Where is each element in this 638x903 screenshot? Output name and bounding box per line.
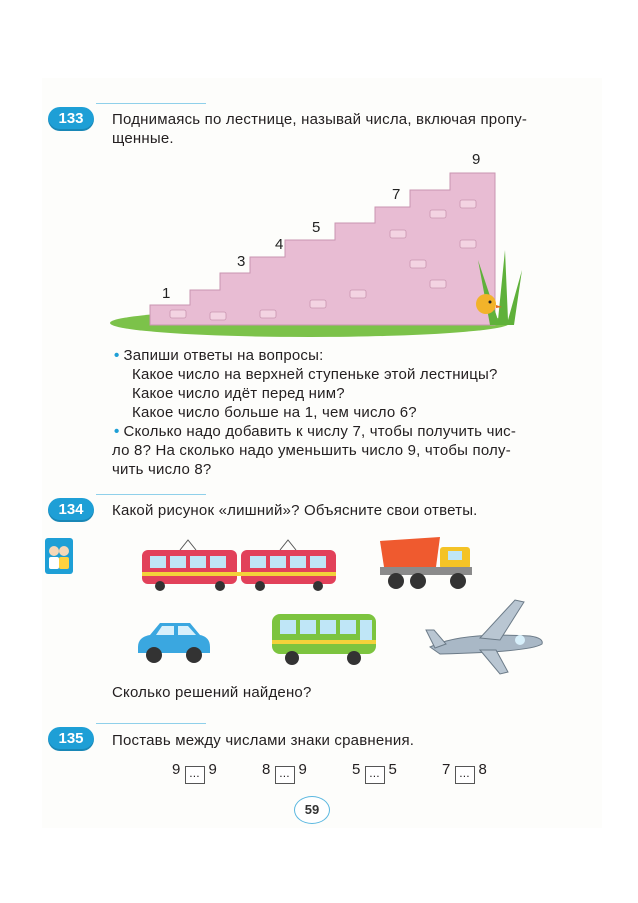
task-text: Какой рисунок «лишний»? Объясните свои ответы. [112, 502, 478, 519]
pair-work-icon [44, 537, 74, 575]
answer-box[interactable]: ... [455, 766, 475, 784]
stair-number: 5 [312, 219, 321, 236]
stair-number: 7 [392, 186, 401, 203]
task-question: Сколько решений найдено? [112, 684, 312, 701]
stair-number: 3 [237, 253, 246, 270]
question: чить число 8? [112, 461, 212, 478]
divider [96, 723, 206, 724]
tram-icon [140, 538, 340, 593]
question: ло 8? На сколько надо уменьшить число 9, чтобы полу- [112, 442, 511, 459]
car-icon [134, 617, 214, 667]
divider [96, 494, 206, 495]
questions-intro: • Запиши ответы на вопросы: [114, 347, 324, 364]
comparison-item: 8 ... 9 [262, 760, 307, 784]
comparison-item: 7 ... 8 [442, 760, 487, 784]
question: Какое число идёт перед ним? [132, 385, 345, 402]
task-text: щенные. [112, 130, 174, 147]
page-number: 59 [294, 796, 330, 824]
answer-box[interactable]: ... [365, 766, 385, 784]
stair-number: 4 [275, 236, 284, 253]
task-number-badge: 133 [48, 107, 94, 131]
stair-number: 1 [162, 285, 171, 302]
comparison-item: 5 ... 5 [352, 760, 397, 784]
chick-icon [476, 294, 502, 314]
comparison-item: 9 ... 9 [172, 760, 217, 784]
task-text: Поднимаясь по лестнице, называй числа, включая пропу- [112, 111, 528, 128]
staircase-illustration [110, 140, 530, 340]
answer-box[interactable]: ... [185, 766, 205, 784]
question: Какое число больше на 1, чем число 6? [132, 404, 417, 421]
question: • Сколько надо добавить к числу 7, чтобы получить чис- [114, 423, 517, 440]
task-text: Поставь между числами знаки сравнения. [112, 732, 415, 749]
airplane-icon [420, 592, 550, 677]
bus-icon [270, 610, 380, 668]
task-number-badge: 134 [48, 498, 94, 522]
divider [96, 103, 206, 104]
stair-number: 9 [472, 151, 481, 168]
question: Какое число на верхней ступеньке этой лестницы? [132, 366, 498, 383]
dump-truck-icon [378, 533, 478, 595]
task-number-badge: 135 [48, 727, 94, 751]
answer-box[interactable]: ... [275, 766, 295, 784]
